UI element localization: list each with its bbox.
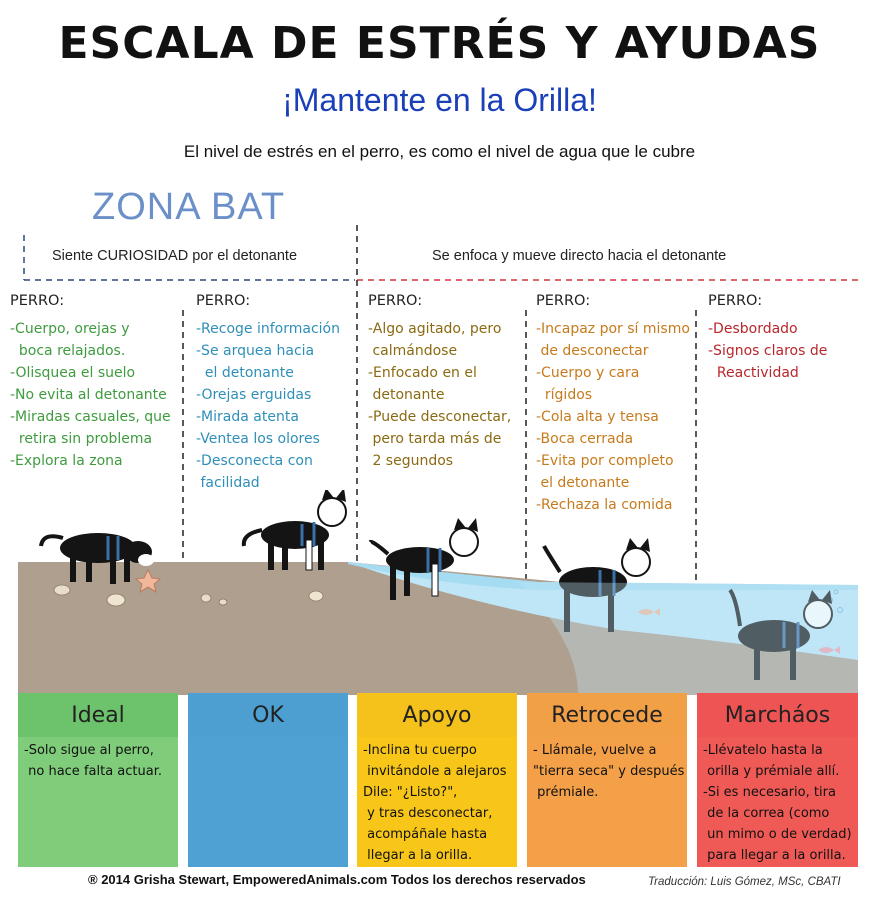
behaviour-item: Reactividad <box>708 365 799 381</box>
advice-line: "tierra seca" y después <box>533 764 685 779</box>
behaviour-item: -Algo agitado, pero <box>368 321 502 337</box>
behaviour-item: -Desconecta con <box>196 453 313 469</box>
column-retrocede <box>536 290 696 516</box>
advice-line: - Llámale, vuelve a <box>533 743 657 758</box>
advice-line: acompáñale hasta <box>363 827 488 842</box>
advice-line: un mimo o de verdad) <box>703 827 852 842</box>
dog-icon <box>244 490 346 570</box>
behaviour-item: -Cola alta y tensa <box>536 409 659 425</box>
behaviour-item: -Explora la zona <box>10 453 123 469</box>
translation-credit: Traducción: Luis Gómez, MSc, CBATI <box>648 876 841 888</box>
behaviour-item: -No evita al detonante <box>10 387 167 403</box>
behaviour-item: boca relajados. <box>10 343 126 359</box>
advice-line: -Si es necesario, tira <box>703 785 836 800</box>
copyright-footer: ® 2014 Grisha Stewart, EmpoweredAnimals.com Todos los derechos reservados <box>88 872 586 887</box>
behaviour-item: -Desbordado <box>708 321 798 337</box>
column-apoyo <box>368 290 526 472</box>
advice-line: -Solo sigue al perro, <box>24 743 154 758</box>
page-subtitle: ¡Mantente en la Orilla! <box>282 82 597 118</box>
advice-box-marchaos <box>697 737 858 867</box>
column-header: PERRO: <box>708 293 763 309</box>
advice-line: orilla y prémiale allí. <box>703 764 840 779</box>
level-marchaos: Marcháos <box>697 693 858 737</box>
behaviour-item: -Enfocado en el <box>368 365 477 381</box>
behaviour-item: calmándose <box>368 343 458 359</box>
behaviour-item: rígidos <box>536 387 593 403</box>
advice-box-ok <box>188 737 348 867</box>
behaviour-item: -Puede desconectar, <box>368 409 512 425</box>
beach-water-scene <box>18 490 858 695</box>
behaviour-list <box>196 318 356 494</box>
behaviour-list <box>368 318 526 472</box>
behaviour-list <box>536 318 696 516</box>
level-apoyo: Apoyo <box>357 693 517 737</box>
behaviour-item: de desconectar <box>536 343 649 359</box>
behaviour-item: detonante <box>368 387 445 403</box>
behaviour-item: pero tarda más de <box>368 431 502 447</box>
advice-line: -Inclina tu cuerpo <box>363 743 477 758</box>
column-ok <box>196 290 356 494</box>
advice-box-apoyo <box>357 737 517 867</box>
advice-line: invitándole a alejaros <box>363 764 507 779</box>
behaviour-item: -Rechaza la comida <box>536 497 673 513</box>
advice-line: prémiale. <box>533 785 599 800</box>
behaviour-item: -Signos claros de <box>708 343 828 359</box>
behaviour-item: retira sin problema <box>10 431 153 447</box>
page-title: ESCALA DE ESTRÉS Y AYUDAS <box>58 18 821 69</box>
column-header: PERRO: <box>536 293 591 309</box>
advice-box-retrocede <box>527 737 687 867</box>
advice-line: Dile: "¿Listo?", <box>363 785 458 800</box>
behaviour-item: -Cuerpo y cara <box>536 365 640 381</box>
behaviour-item: -Recoge información <box>196 321 340 337</box>
shell-icon <box>54 585 70 595</box>
advice-line: no hace falta actuar. <box>24 764 162 779</box>
zone-curiosity-label: Siente CURIOSIDAD por el detonante <box>52 248 298 264</box>
advice-line: llegar a la orilla. <box>363 848 473 863</box>
behaviour-item: -Evita por completo <box>536 453 674 469</box>
shell-icon <box>219 599 227 605</box>
behaviour-item: -Olisquea el suelo <box>10 365 136 381</box>
column-header: PERRO: <box>196 293 251 309</box>
behaviour-item: el detonante <box>536 475 630 491</box>
zone-focus-label: Se enfoca y mueve directo hacia el detonante <box>432 248 727 264</box>
shell-icon <box>309 591 323 601</box>
level-retrocede: Retrocede <box>527 693 687 737</box>
advice-line: -Llévatelo hasta la <box>703 743 823 758</box>
behaviour-item: -Mirada atenta <box>196 409 299 425</box>
advice-line: de la correa (como <box>703 806 830 821</box>
level-ok: OK <box>188 693 348 737</box>
behaviour-item: -Orejas erguidas <box>196 387 312 403</box>
behaviour-item: -Ventea los olores <box>196 431 320 447</box>
column-header: PERRO: <box>368 293 423 309</box>
shell-icon <box>201 594 211 602</box>
column-ideal <box>10 290 182 472</box>
behaviour-item: el detonante <box>196 365 294 381</box>
shell-icon <box>107 594 125 606</box>
behaviour-item: -Cuerpo, orejas y <box>10 321 130 337</box>
column-header: PERRO: <box>10 293 65 309</box>
advice-box-ideal <box>18 737 178 867</box>
behaviour-item: -Incapaz por sí mismo <box>536 321 690 337</box>
tagline: El nivel de estrés en el perro, es como el nivel de agua que le cubre <box>183 142 696 161</box>
column-marchaos <box>708 290 868 384</box>
behaviour-item: facilidad <box>196 475 260 491</box>
behaviour-list <box>708 318 868 384</box>
behaviour-item: 2 segundos <box>368 453 454 469</box>
behaviour-item: -Boca cerrada <box>536 431 634 447</box>
advice-line: y tras desconectar, <box>363 806 493 821</box>
advice-line: para llegar a la orilla. <box>703 848 846 863</box>
level-ideal: Ideal <box>18 693 178 737</box>
behaviour-item: -Miradas casuales, que <box>10 409 171 425</box>
behaviour-list <box>10 318 182 472</box>
behaviour-item: -Se arquea hacia <box>196 343 315 359</box>
zona-bat-label: ZONA BAT <box>92 186 286 228</box>
